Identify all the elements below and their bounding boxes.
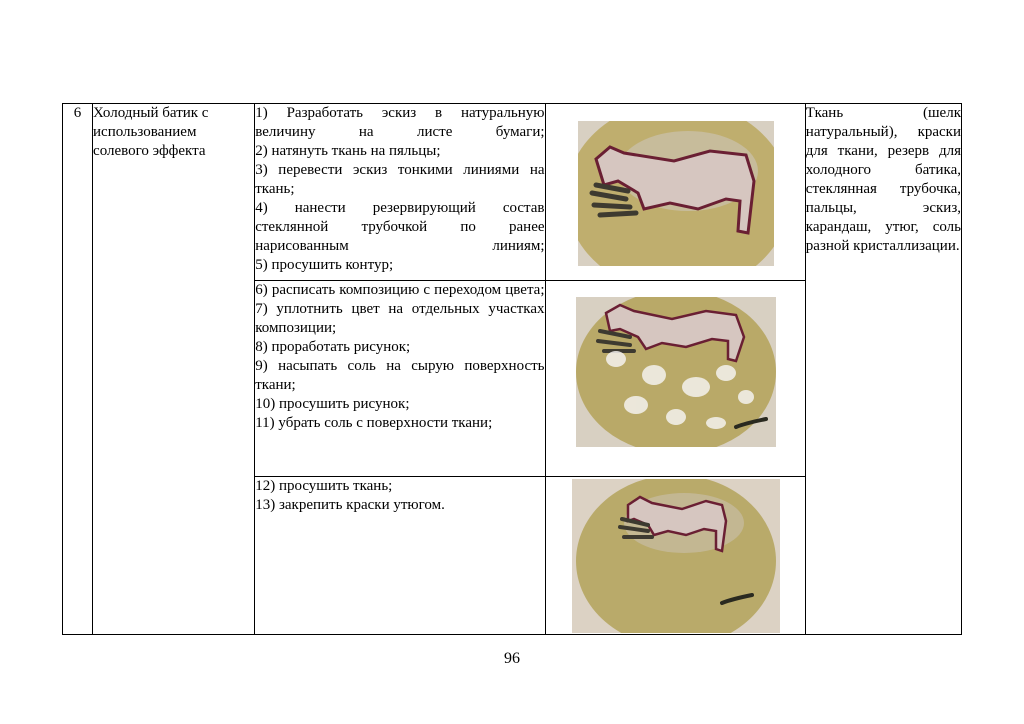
stage3-steps-cell [255,477,545,635]
page-number: 96 [504,650,520,667]
stage1-steps-cell [255,104,545,281]
step-10: 10) просушить рисунок; [255,396,410,412]
stage2-photo-cell [545,281,805,477]
step-7: 7) уплотнить цвет на отдельных участках композиции; [255,301,545,336]
batik-contour-photo [578,121,774,266]
step-8: 8) проработать рисунок; [255,339,411,355]
step-3: 3) перевести эскиз тонкими линиями на ткань; [255,162,545,197]
step-5: 5) просушить контур; [255,257,394,273]
stage1-photo-cell [545,104,805,281]
materials-cell [805,104,961,635]
row-number: 6 [73,105,82,121]
stage2-steps-cell [255,281,545,477]
step-13: 13) закрепить краски утюгом. [255,497,445,513]
materials-text: Ткань (шелк натуральный), краски для ткани, резерв для холодного батика, стеклянная трубочка, пальцы, эскиз, карандаш, утюг, соль разной кристаллизации. [805,105,961,254]
batik-finished-photo [572,479,780,633]
technique-title: Холодный батик с использованием солевого эффекта [93,105,209,159]
step-6: 6) расписать композицию с переходом цвета; [255,282,545,298]
step-12: 12) просушить ткань; [255,478,393,494]
technique-title-cell [93,104,255,635]
technology-table [62,103,962,635]
step-2: 2) натянуть ткань на пяльцы; [255,143,441,159]
step-11: 11) убрать соль с поверхности ткани; [255,415,493,431]
batik-salt-photo [576,297,776,447]
step-9: 9) насыпать соль на сырую поверхность ткани; [255,358,545,393]
stage3-photo-cell [545,477,805,635]
step-1: 1) Разработать эскиз в натуральную величину на листе бумаги; [255,105,545,140]
row-number-cell [63,104,93,635]
step-4: 4) нанести резервирующий состав стеклянной трубочкой по ранее нарисованным линиям; [255,200,545,254]
